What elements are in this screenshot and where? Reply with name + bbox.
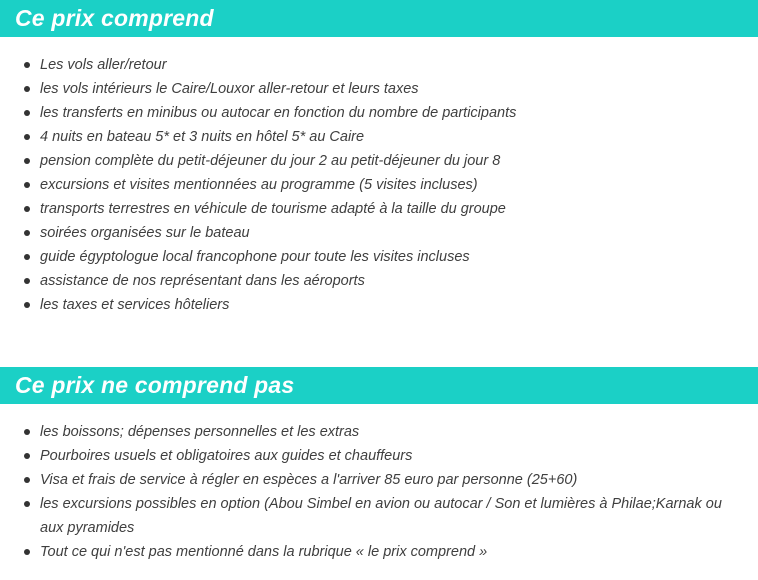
list-item: [0, 468, 758, 492]
list-item-text: Les vols aller/retour: [40, 57, 167, 73]
bullet-dot-icon: [24, 254, 30, 260]
bullet-dot-icon: [24, 501, 30, 507]
list-item: [0, 245, 758, 269]
included-list: [0, 53, 758, 317]
bullet-dot-icon: [24, 477, 30, 483]
list-item-text: Tout ce qui n'est pas mentionné dans la rubrique « le prix comprend »: [40, 544, 488, 560]
list-item: [0, 101, 758, 125]
excluded-list: [0, 420, 758, 564]
list-item: [0, 149, 758, 173]
list-item: [0, 77, 758, 101]
list-item: [0, 197, 758, 221]
list-item: [0, 53, 758, 77]
list-item-text: pension complète du petit-déjeuner du jour 2 au petit-déjeuner du jour 8: [40, 153, 501, 169]
bullet-dot-icon: [24, 110, 30, 116]
bullet-dot-icon: [24, 230, 30, 236]
list-item-text: soirées organisées sur le bateau: [40, 225, 250, 241]
included-header: [0, 0, 758, 37]
list-item-text: les boissons; dépenses personnelles et les extras: [40, 424, 360, 440]
list-item: [0, 444, 758, 468]
list-item: [0, 125, 758, 149]
list-item-text: 4 nuits en bateau 5* et 3 nuits en hôtel 5* au Caire: [40, 129, 365, 145]
list-item-text: guide égyptologue local francophone pour toute les visites incluses: [40, 249, 470, 265]
list-item: [0, 492, 758, 540]
list-item: [0, 269, 758, 293]
bullet-dot-icon: [24, 429, 30, 435]
bullet-dot-icon: [24, 278, 30, 284]
list-item-text: excursions et visites mentionnées au programme (5 visites incluses): [40, 177, 478, 193]
excluded-header: [0, 367, 758, 404]
list-item-text: Pourboires usuels et obligatoires aux guides et chauffeurs: [40, 448, 413, 464]
bullet-dot-icon: [24, 549, 30, 555]
bullet-dot-icon: [24, 158, 30, 164]
list-item-text: assistance de nos représentant dans les aéroports: [40, 273, 365, 289]
list-item-text: les excursions possibles en option (Abou Simbel en avion ou autocar / Son et lumières à Philae;Karnak ou aux pyramides: [40, 496, 722, 536]
excluded-section: [0, 367, 758, 564]
bullet-dot-icon: [24, 182, 30, 188]
bullet-dot-icon: [24, 453, 30, 459]
bullet-dot-icon: [24, 302, 30, 308]
list-item-text: Visa et frais de service à régler en espèces a l'arriver 85 euro par personne (25+60): [40, 472, 578, 488]
list-item-text: les transferts en minibus ou autocar en fonction du nombre de participants: [40, 105, 517, 121]
excluded-title: Ce prix ne comprend pas: [15, 372, 295, 398]
bullet-dot-icon: [24, 86, 30, 92]
list-item: [0, 173, 758, 197]
list-item-text: transports terrestres en véhicule de tourisme adapté à la taille du groupe: [40, 201, 506, 217]
list-item: [0, 540, 758, 564]
list-item: [0, 221, 758, 245]
list-item: [0, 293, 758, 317]
bullet-dot-icon: [24, 62, 30, 68]
bullet-dot-icon: [24, 206, 30, 212]
list-item-text: les taxes et services hôteliers: [40, 297, 230, 313]
list-item: [0, 420, 758, 444]
list-item-text: les vols intérieurs le Caire/Louxor aller-retour et leurs taxes: [40, 81, 419, 97]
included-title: Ce prix comprend: [15, 5, 214, 31]
bullet-dot-icon: [24, 134, 30, 140]
